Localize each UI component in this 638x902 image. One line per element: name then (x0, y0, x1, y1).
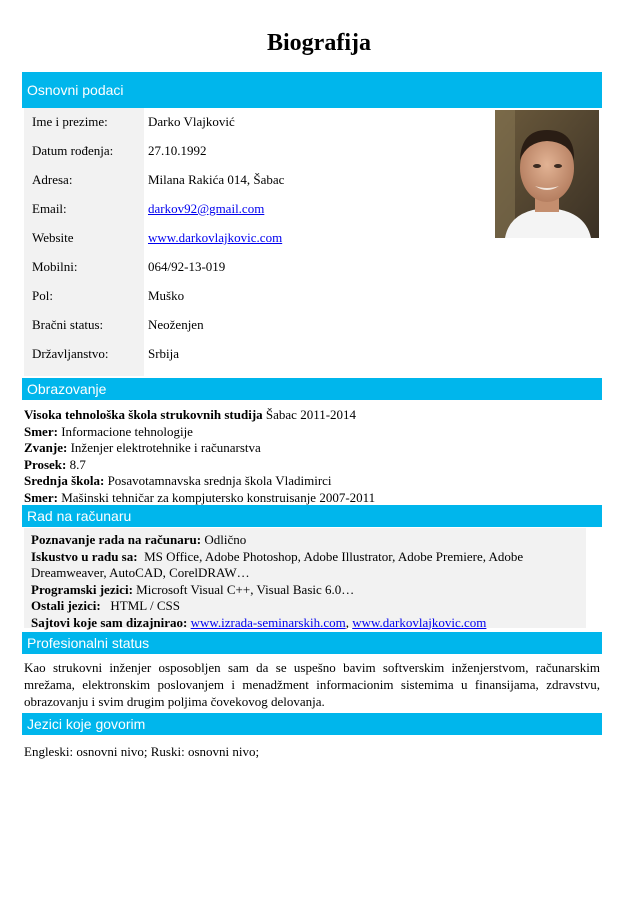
computer-line: Iskustvo u radu sa: MS Office, Adobe Photoshop, Adobe Illustrator, Adobe Premiere, Adobe (31, 548, 524, 564)
info-value: 27.10.1992 (148, 143, 207, 158)
info-label: Website (32, 230, 74, 245)
info-row-birthdate (24, 141, 464, 161)
website-link[interactable]: www.darkovlajkovic.com (148, 230, 283, 245)
computer-block (31, 532, 581, 631)
computer-line: Ostali jezici: HTML / CSS (31, 598, 181, 613)
info-value: Srbija (148, 346, 180, 361)
education-line: Prosek: 8.7 (24, 456, 86, 472)
info-row-website (24, 228, 464, 248)
info-label: Adresa: (32, 172, 73, 187)
info-label: Bračni status: (32, 317, 104, 332)
section-header-languages: Jezici koje govorim (22, 713, 602, 735)
info-row-citizenship (24, 344, 464, 364)
section-header-basic: Osnovni podaci (22, 72, 602, 108)
info-value: Darko Vlajković (148, 114, 235, 129)
computer-line: Dreamweaver, AutoCAD, CorelDRAW… (31, 565, 250, 580)
section-header-professional: Profesionalni status (22, 632, 602, 654)
info-value: Neoženjen (148, 317, 204, 332)
computer-line: Sajtovi koje sam dizajnirao: www.izrada-seminarskih.com, www.darkovlajkovic.com (31, 614, 487, 630)
info-label: Datum rođenja: (32, 143, 114, 158)
info-label: Email: (32, 201, 67, 216)
info-value: 064/92-13-019 (148, 259, 226, 274)
page-title: Biografija (267, 30, 371, 56)
computer-line: Poznavanje rada na računaru: Odlično (31, 532, 247, 547)
seminar-site-link[interactable]: www.izrada-seminarskih.com (190, 614, 346, 630)
info-value: Milana Rakića 014, Šabac (148, 172, 285, 187)
education-line: Smer: Mašinski tehničar za kompjutersko konstruisanje 2007-2011 (24, 489, 376, 505)
professional-text: Kao strukovni inženjer osposobljen sam da se uspešno bavim softverskim inženjerstvom, računarskim mrežama, elektronskim poslovanjem i menadžment informacionim sistemima u finansijama, zdravstvu, obrazovanju i svim drugim poljima čovekovog delovanja. (24, 660, 600, 709)
computer-line: Programski jezici: Microsoft Visual C++, Visual Basic 6.0… (31, 581, 355, 597)
info-row-address (24, 170, 464, 190)
info-value: Muško (148, 288, 185, 303)
profile-photo (495, 110, 599, 238)
info-row-email (24, 199, 464, 219)
education-line: Smer: Informacione tehnologije (24, 423, 193, 439)
info-label: Pol: (32, 288, 53, 303)
section-header-education: Obrazovanje (22, 378, 602, 400)
education-line: Srednja škola: Posavotamnavska srednja škola Vladimirci (24, 473, 332, 488)
email-link[interactable]: darkov92@gmail.com (148, 201, 265, 216)
info-label: Državljanstvo: (32, 346, 109, 361)
info-row-mobile (24, 257, 464, 277)
info-row-marital (24, 315, 464, 335)
info-label: Ime i prezime: (32, 114, 108, 129)
info-row-name (24, 112, 464, 132)
education-line: Zvanje: Inženjer elektrotehnike i računarstva (24, 440, 261, 455)
info-label: Mobilni: (32, 259, 78, 274)
personal-site-link[interactable]: www.darkovlajkovic.com (352, 614, 487, 630)
education-block (24, 407, 584, 506)
section-header-computer: Rad na računaru (22, 505, 602, 527)
education-line: Visoka tehnološka škola strukovnih studija Šabac 2011-2014 (24, 407, 357, 422)
info-row-gender (24, 286, 464, 306)
languages-text: Engleski: osnovni nivo; Ruski: osnovni nivo; (24, 744, 260, 759)
